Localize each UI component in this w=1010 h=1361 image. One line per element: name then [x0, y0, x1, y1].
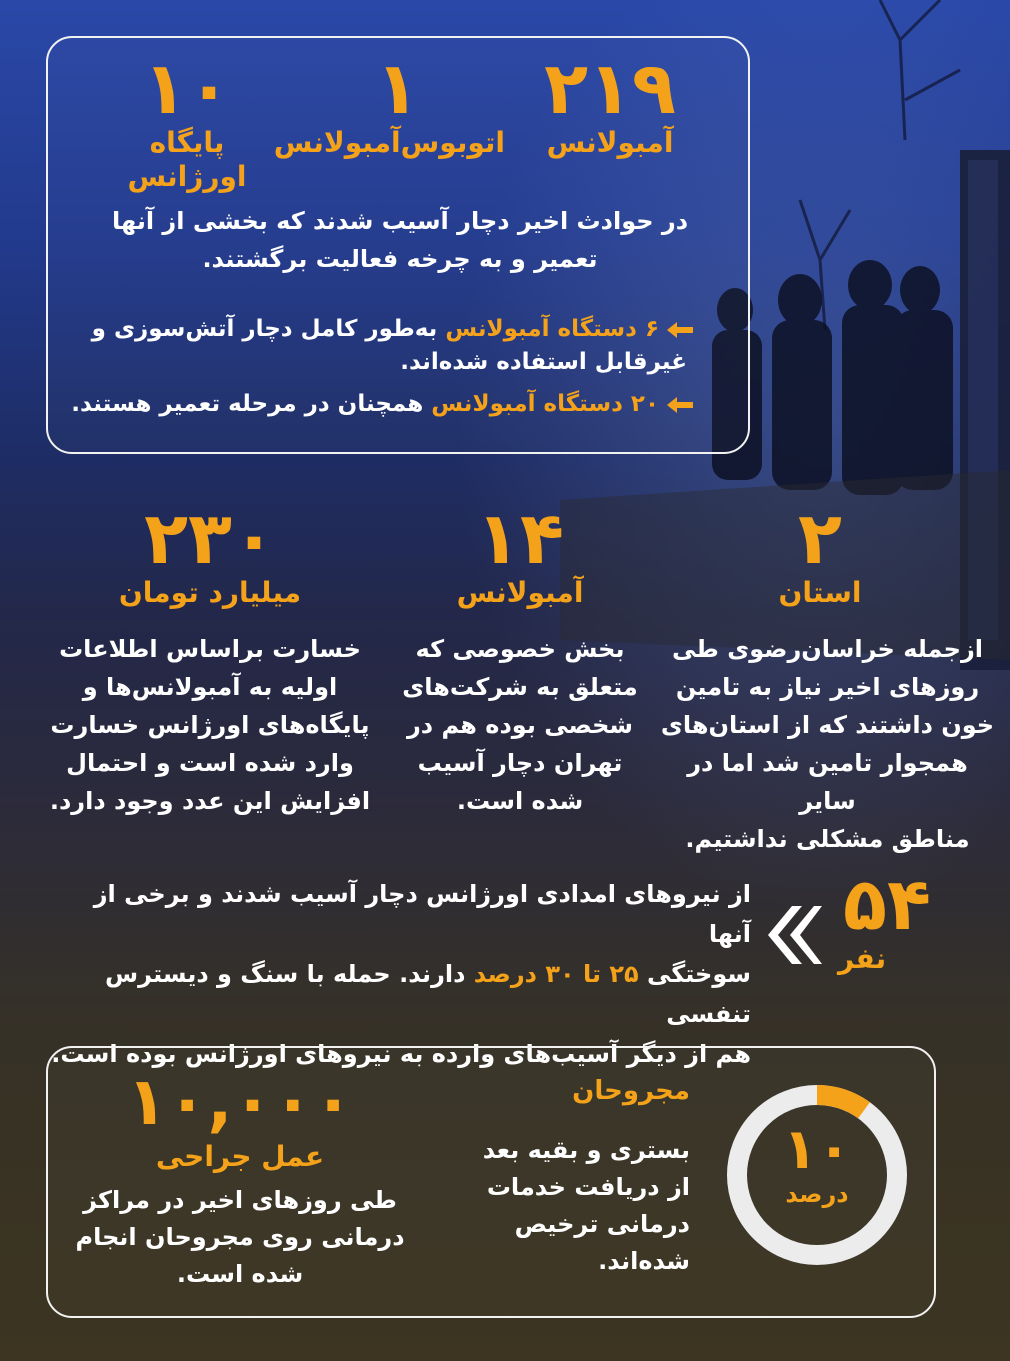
injured-line-4: شده‌اند. [598, 1247, 690, 1275]
provinces-description [655, 630, 1000, 858]
staff-description [45, 874, 751, 1074]
surgeries-line-3: شده است. [176, 1260, 304, 1288]
stat-bus-ambulance [273, 46, 505, 160]
private-line-3: شخصی بوده هم در [406, 711, 634, 739]
stat-private-ambulances-number: ۱۴ [476, 496, 564, 580]
provinces-line-5: مناطق مشکلی نداشتیم. [685, 825, 970, 853]
provinces-line-3: خون داشتند که از استان‌های [660, 711, 995, 739]
stat-damage-number: ۲۳۰ [144, 496, 276, 580]
surgeries-line-1: طی روزهای اخیر در مراکز [83, 1186, 397, 1214]
stat-surgeries [120, 1064, 360, 1174]
stat-private-ambulances-label: آمبولانس [456, 576, 584, 609]
damage-line-5: افزایش این عدد وجود دارد. [49, 787, 371, 815]
stat-bus-ambulance-number: ۱ [375, 46, 420, 130]
provinces-line-1: ازجمله خراسان‌رضوی طی [672, 635, 983, 663]
stat-damage-label: میلیارد تومان [118, 576, 302, 609]
chevron-left-double-icon [762, 902, 822, 968]
bullet-repair-text: همچنان در مرحله تعمیر هستند. [71, 391, 432, 417]
injured-title: مجروحان [572, 1076, 690, 1106]
bullet-repair-ambulances [55, 388, 695, 421]
provinces-line-2: روزهای اخیر نیاز به تامین [675, 673, 980, 701]
stat-provinces [700, 496, 940, 610]
stat-injured-staff [832, 862, 942, 976]
injured-staff-unit: نفر [838, 942, 887, 975]
damage-line-2: اولیه به آمبولانس‌ها و [82, 673, 338, 701]
surgeries-number: ۱۰,۰۰۰ [126, 1063, 354, 1140]
surgeries-line-2: درمانی روی مجروحان انجام [75, 1223, 405, 1251]
staff-line-2 [45, 954, 751, 1034]
top-description-line-1: در حوادث اخیر دچار آسیب شدند که بخشی از آنها [111, 207, 689, 235]
bullet-repair-highlight: ۲۰ دستگاه آمبولانس [431, 391, 659, 417]
private-line-4: تهران دچار آسیب [417, 749, 623, 777]
injured-line-2: از دریافت خدمات [486, 1173, 690, 1201]
damage-line-1: خسارت براساس اطلاعات [59, 635, 361, 663]
stat-ambulances-number: ۲۱۹ [544, 46, 676, 130]
stat-provinces-number: ۲ [798, 496, 842, 580]
private-line-5: شده است. [456, 787, 584, 815]
bullet-burned-text-1: به‌طور کامل دچار آتش‌سوزی و [91, 316, 446, 342]
provinces-line-4: همجوار تامین شد اما در سایر [687, 749, 968, 815]
bullet-burned-text-2: غیرقابل استفاده شده‌اند. [400, 349, 687, 375]
stat-ambulances-label: آمبولانس [546, 126, 674, 159]
surgeries-label: عمل جراحی [155, 1140, 325, 1173]
staff-line-2-pre: سوختگی [638, 960, 751, 988]
top-description-line-2: تعمیر و به چرخه فعالیت برگشتند. [202, 245, 598, 273]
stat-damage-billion [100, 496, 320, 610]
staff-line-2-post: دارند. حمله با سنگ و دیسترس تنفسی [105, 960, 751, 1028]
bullet-burned-ambulances [75, 313, 695, 379]
damage-description [40, 630, 380, 820]
stat-provinces-label: استان [778, 576, 862, 609]
injured-staff-number: ۵۴ [843, 862, 931, 946]
injured-line-1: بستری و بقیه بعد [482, 1136, 690, 1164]
hand-pointer-icon [665, 394, 695, 416]
staff-burn-percent: ۲۵ تا ۳۰ درصد [473, 960, 639, 988]
injured-description [470, 1132, 690, 1280]
staff-line-3: هم از دیگر آسیب‌های وارده به نیروهای اورژانس بوده است. [51, 1040, 751, 1068]
damage-line-3: پایگاه‌های اورژانس خسارت [50, 711, 370, 739]
surgeries-description [70, 1182, 410, 1293]
stat-emergency-bases-label: پایگاه اورژانس [127, 126, 247, 193]
stat-bus-ambulance-label: اتوبوس‌آمبولانس [273, 126, 505, 159]
private-line-1: بخش خصوصی که [415, 635, 625, 663]
private-line-2: متعلق به شرکت‌های [402, 673, 638, 701]
private-ambulances-description [385, 630, 655, 820]
donut-unit: درصد [785, 1180, 849, 1208]
stat-emergency-bases [92, 46, 282, 194]
donut-center-label [754, 1117, 880, 1208]
injured-line-3: درمانی ترخیص [514, 1210, 690, 1238]
bullet-burned-highlight: ۶ دستگاه آمبولانس [445, 316, 659, 342]
donut-number: ۱۰ [782, 1117, 852, 1182]
hand-pointer-icon [665, 319, 695, 341]
stat-emergency-bases-number: ۱۰ [143, 46, 231, 130]
stat-ambulances [540, 46, 680, 160]
damage-line-4: وارد شده است و احتمال [66, 749, 354, 777]
top-description [90, 202, 710, 278]
staff-line-1: از نیروهای امدادی اورژانس دچار آسیب شدند و برخی از آنها [93, 880, 751, 948]
stat-private-ambulances [410, 496, 630, 610]
